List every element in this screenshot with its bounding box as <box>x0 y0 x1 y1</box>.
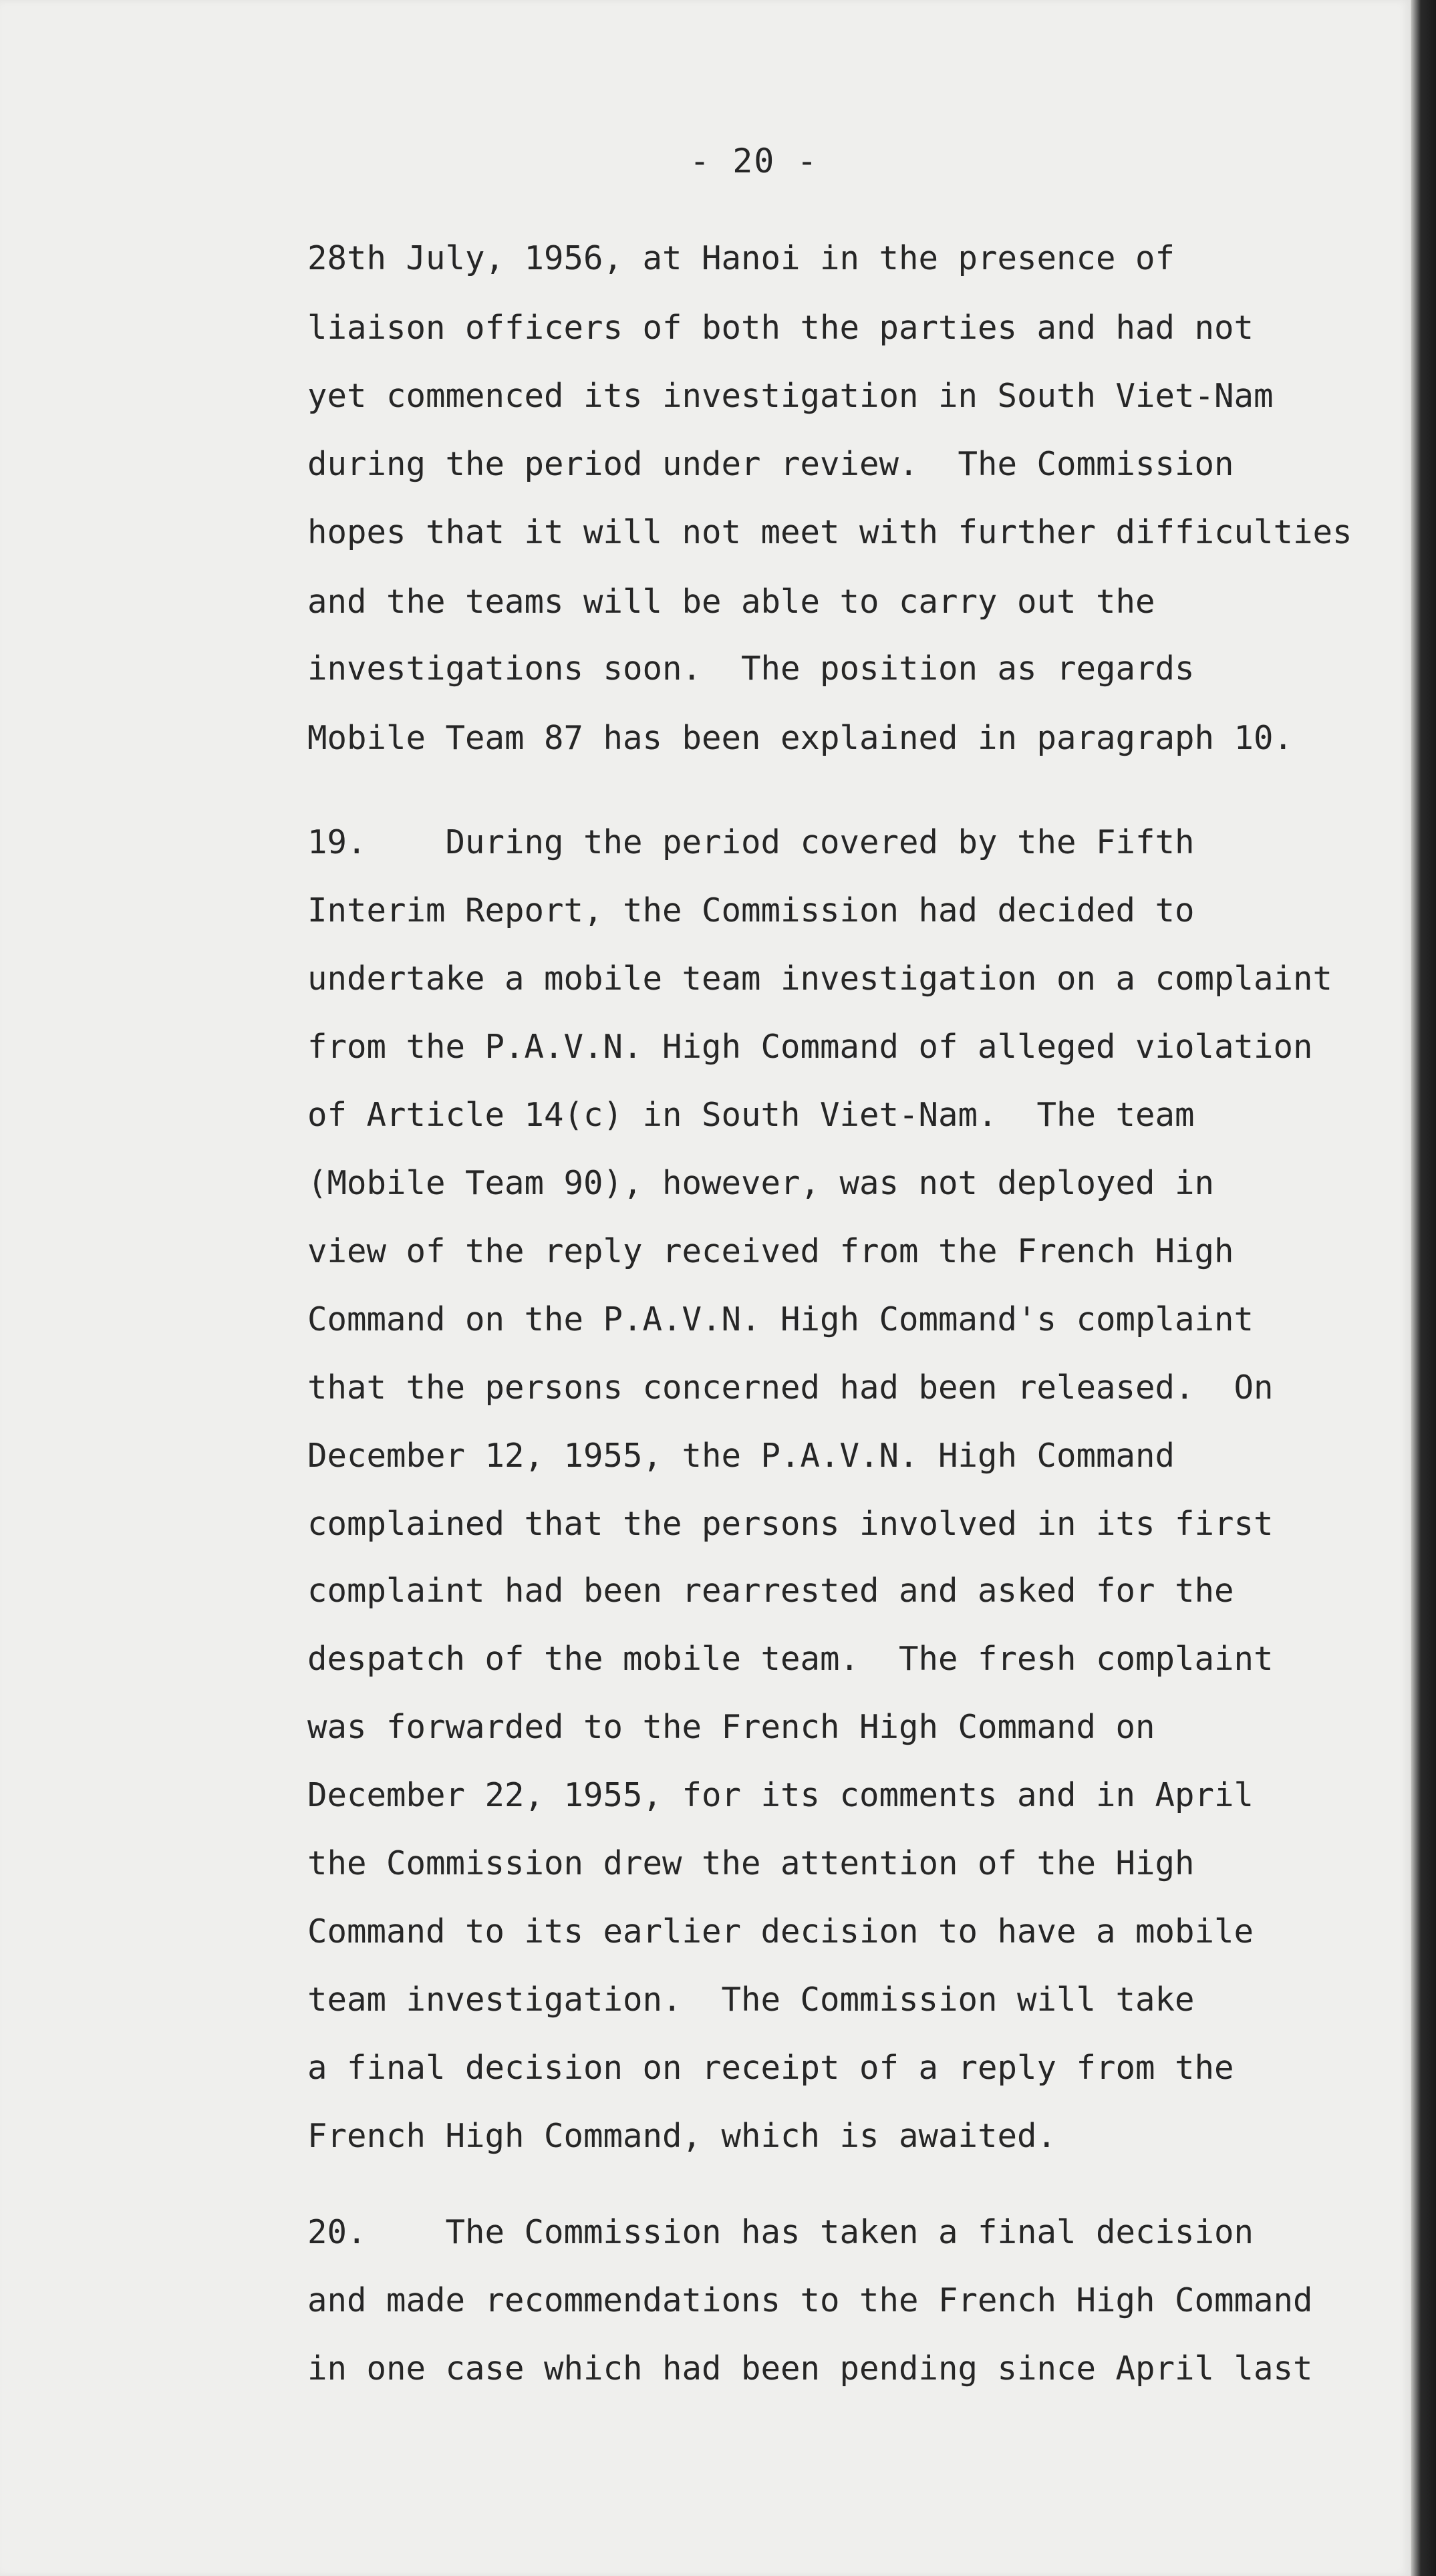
text-line: (Mobile Team 90), however, was not deployed in <box>307 1164 1215 1202</box>
text-line: a final decision on receipt of a reply from the <box>307 2049 1234 2087</box>
text-line: of Article 14(c) in South Viet-Nam. The team <box>307 1096 1195 1134</box>
text-line: Mobile Team 87 has been explained in paragraph 10. <box>307 719 1294 757</box>
text-line: despatch of the mobile team. The fresh complaint <box>307 1640 1274 1678</box>
text-line: team investigation. The Commission will take <box>307 1981 1195 2019</box>
text-line: December 12, 1955, the P.A.V.N. High Command <box>307 1437 1175 1475</box>
text-line: Interim Report, the Commission had decided to <box>307 891 1195 929</box>
text-line: 28th July, 1956, at Hanoi in the presence of <box>307 239 1175 277</box>
text-line: liaison officers of both the parties and had not <box>307 309 1254 347</box>
text-line: investigations soon. The position as regards <box>307 650 1195 688</box>
text-line: view of the reply received from the French High <box>307 1232 1234 1270</box>
text-line: hopes that it will not meet with further difficulties <box>307 513 1352 551</box>
text-line: complained that the persons involved in its first <box>307 1505 1274 1543</box>
text-line: and made recommendations to the French High Command <box>307 2281 1313 2319</box>
page-number: - 20 - <box>690 142 819 180</box>
text-line: during the period under review. The Commission <box>307 445 1234 483</box>
paragraph-19-line: 19. During the period covered by the Fifth <box>307 823 1195 861</box>
text-line: from the P.A.V.N. High Command of alleged violation <box>307 1028 1313 1066</box>
text-line: undertake a mobile team investigation on a complaint <box>307 960 1333 998</box>
text-line: December 22, 1955, for its comments and in April <box>307 1776 1254 1814</box>
text-line: yet commenced its investigation in South Viet-Nam <box>307 377 1274 415</box>
paragraph-20-line: 20. The Commission has taken a final decision <box>307 2213 1254 2251</box>
text-line: Command on the P.A.V.N. High Command's complaint <box>307 1300 1254 1338</box>
text-line: Command to its earlier decision to have a mobile <box>307 1912 1254 1951</box>
text-line: French High Command, which is awaited. <box>307 2117 1057 2155</box>
text-line: in one case which had been pending since April last <box>307 2349 1313 2388</box>
text-line: complaint had been rearrested and asked for the <box>307 1572 1234 1610</box>
text-line: was forwarded to the French High Command on <box>307 1708 1155 1746</box>
text-line: and the teams will be able to carry out the <box>307 583 1155 621</box>
text-line: that the persons concerned had been released. On <box>307 1369 1274 1407</box>
text-line: the Commission drew the attention of the High <box>307 1844 1195 1882</box>
